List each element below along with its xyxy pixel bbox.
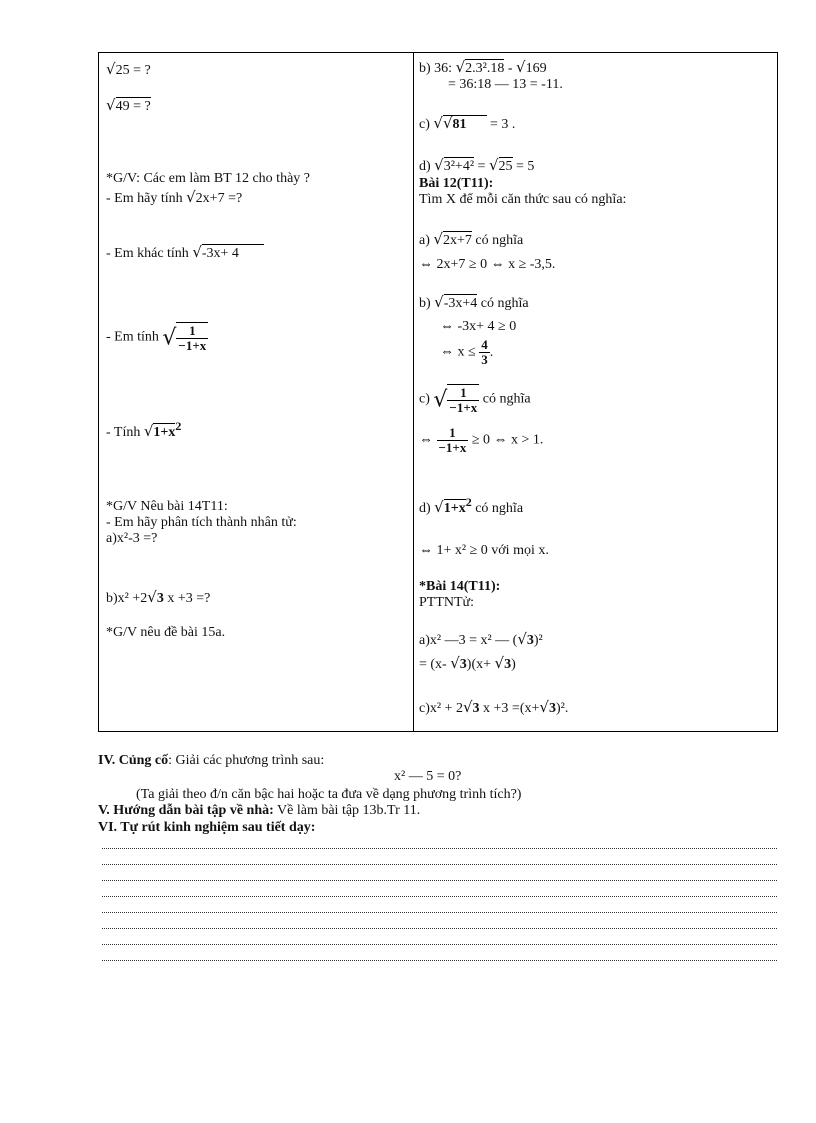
right-line-16: *Bài 14(T11):	[419, 579, 501, 594]
section-iv: IV. Củng cố: Giải các phương trình sau:	[98, 753, 325, 768]
right-line-13: ⇔ $\frac{1}{-1+x}$ ≥ 0 ⇔ x > 1.	[419, 425, 544, 456]
right-line-3: c) √√81 = 3 .	[419, 114, 516, 132]
left-line-4: - Em hãy tính √2x+7 =?	[106, 188, 243, 206]
dotted-line	[102, 847, 777, 849]
dotted-line	[102, 959, 777, 961]
dotted-line	[102, 927, 777, 929]
right-line-4: d) √3²+4² = √25 = 5	[419, 156, 535, 174]
right-line-5: Bài 12(T11):	[419, 176, 494, 191]
right-line-18: a)x² —3 = x² — (√3)²	[419, 630, 543, 648]
section-vi: VI. Tự rút kinh nghiệm sau tiết dạy:	[98, 820, 316, 835]
left-line-7: - Tính $√1+x^2$	[106, 419, 182, 440]
dotted-line	[102, 911, 777, 913]
right-line-8: ⇔ 2x+7 ≥ 0 ⇔ x ≥ -3,5.	[419, 257, 556, 272]
section-v: V. Hướng dẫn bài tập về nhà: Về làm bài tập 13b.Tr 11.	[98, 803, 421, 818]
dotted-line	[102, 895, 777, 897]
left-line-3: *G/V: Các em làm BT 12 cho thày ?	[106, 171, 310, 186]
left-line-11: b)x² +2√3 x +3 =?	[106, 588, 211, 606]
right-line-12: c) √ $\frac{1}{-1+x}$ có nghĩa	[419, 385, 531, 416]
left-line-2: √49 = ?	[106, 96, 151, 114]
left-line-5: - Em khác tính √-3x+ 4	[106, 245, 264, 262]
dotted-line	[102, 943, 777, 945]
dotted-line	[102, 863, 777, 865]
right-line-6: Tìm X để mỗi căn thức sau có nghĩa:	[419, 192, 627, 207]
left-line-9: - Em hãy phân tích thành nhân tử:	[106, 515, 297, 530]
right-line-11: ⇔ x ≤ $\frac{4}{3}$ .	[440, 337, 494, 368]
left-line-1: √25 = ?	[106, 60, 151, 78]
left-line-10: a)x²-3 =?	[106, 531, 158, 546]
right-line-17: PTTNTử:	[419, 595, 475, 610]
right-line-14: d) $√1+x^2$ có nghĩa	[419, 495, 524, 516]
left-line-12: *G/V nêu đề bài 15a.	[106, 625, 226, 640]
right-line-2: = 36:18 — 13 = -11.	[448, 77, 563, 92]
right-line-20: c)x² + 2√3 x +3 =(x+√3)².	[419, 698, 569, 716]
right-line-1: b) 36: √2.3².18 - √169	[419, 58, 547, 76]
right-line-10: ⇔ -3x+ 4 ≥ 0	[440, 319, 517, 334]
left-line-6: - Em tính √ $\frac{1}{-1+x}$	[106, 323, 207, 354]
note: (Ta giải theo đ/n căn bậc hai hoặc ta đưa về dạng phương trình tích?)	[136, 787, 522, 802]
right-line-15: ⇔ 1+ x² ≥ 0 với mọi x.	[419, 543, 549, 558]
dotted-line	[102, 879, 777, 881]
equation: x² — 5 = 0?	[394, 769, 462, 784]
right-line-7: a) √2x+7 có nghĩa	[419, 230, 524, 248]
right-line-19: = (x- √3)(x+ √3)	[419, 654, 516, 672]
column-divider	[413, 52, 414, 732]
right-line-9: b) √-3x+4 có nghĩa	[419, 293, 529, 311]
left-line-8: *G/V Nêu bài 14T11:	[106, 499, 228, 514]
